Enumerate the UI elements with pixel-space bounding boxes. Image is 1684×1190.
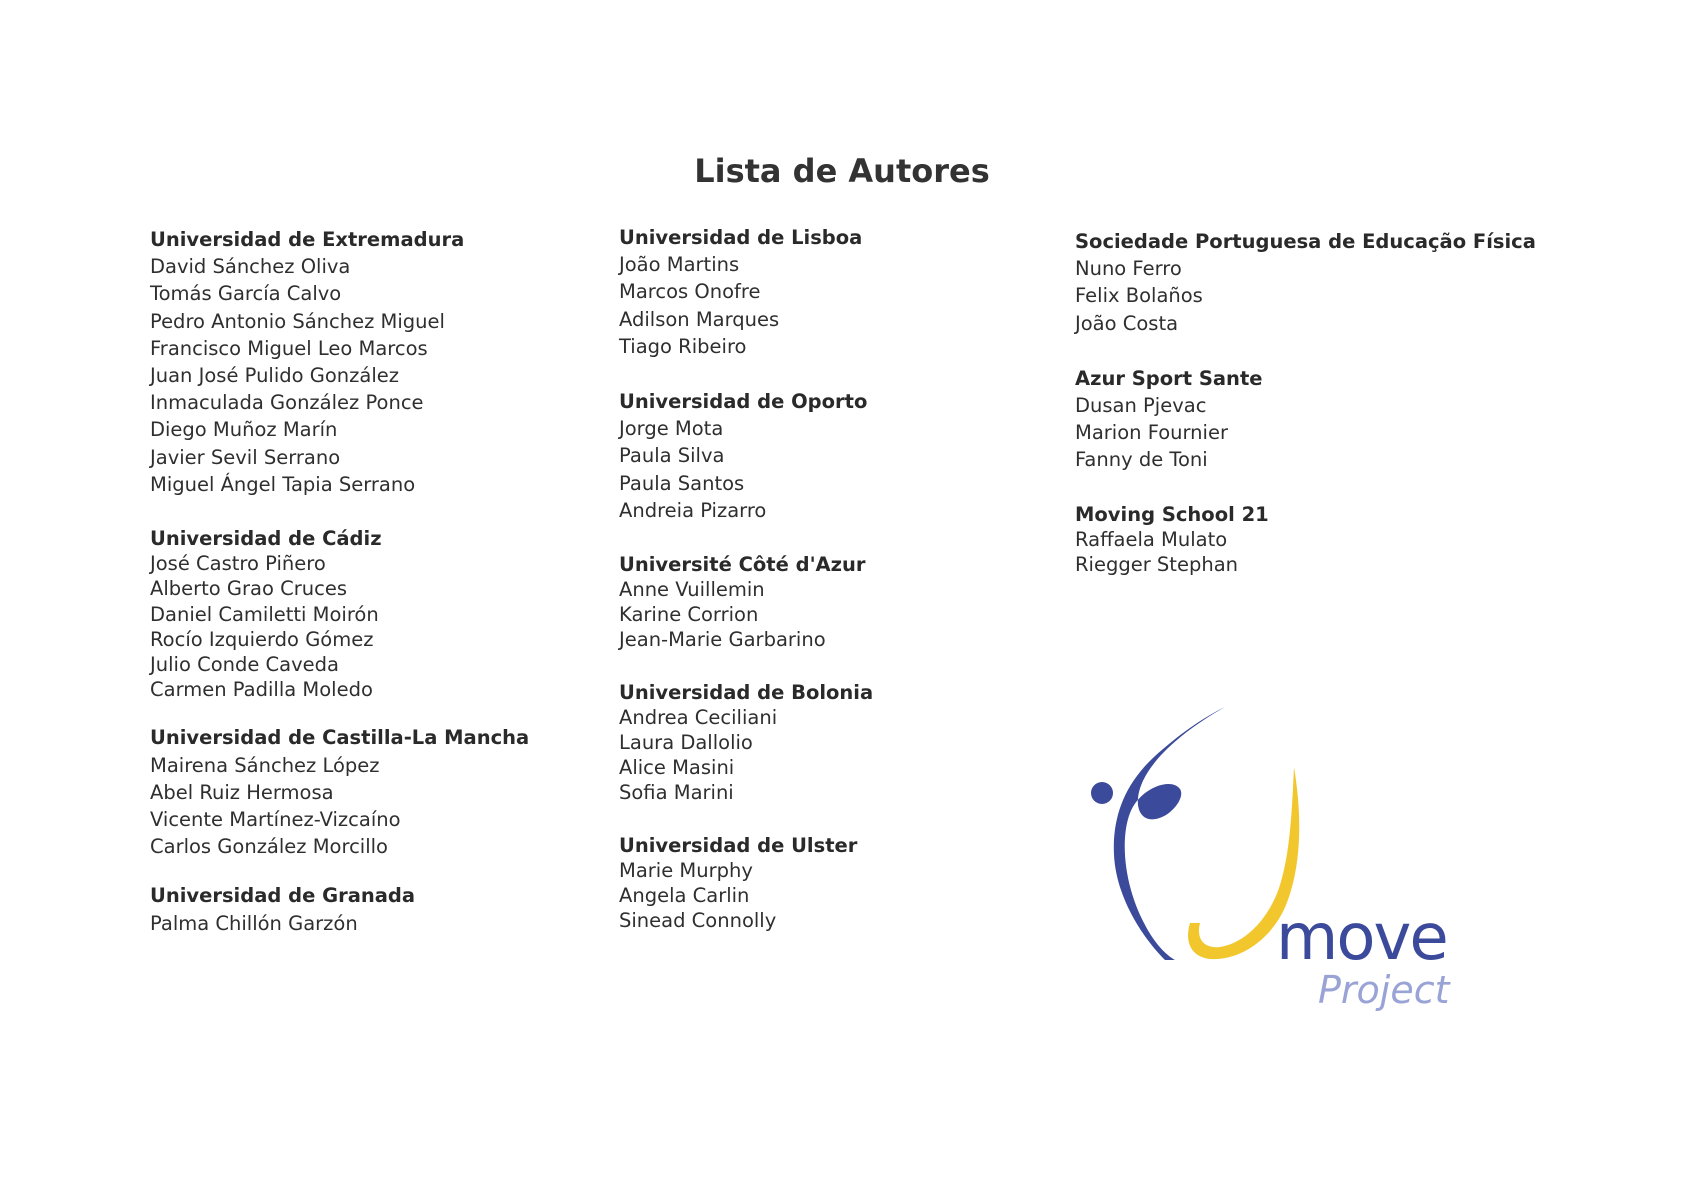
authors-column-3 xyxy=(1075,228,1536,605)
author-name: Tomás García Calvo xyxy=(150,282,342,306)
author-name: Diego Muñoz Marín xyxy=(150,418,338,442)
author-name: João Martins xyxy=(619,253,740,277)
affiliation-title: Universidad de Castilla-La Mancha xyxy=(150,726,530,750)
author-name: Fanny de Toni xyxy=(1075,448,1208,472)
author-name: Julio Conde Caveda xyxy=(150,653,339,677)
affiliation-group xyxy=(1075,365,1536,474)
author-name: Pedro Antonio Sánchez Miguel xyxy=(150,309,445,333)
author-name: Jean-Marie Garbarino xyxy=(619,628,826,652)
author-name: Marion Fournier xyxy=(1075,421,1228,445)
author-name: Carlos González Morcillo xyxy=(150,835,388,859)
authors-column-2 xyxy=(619,224,873,961)
author-name: Laura Dallolio xyxy=(619,731,753,755)
affiliation-group xyxy=(619,552,873,652)
author-name: Angela Carlin xyxy=(619,884,750,908)
author-name: Palma Chillón Garzón xyxy=(150,911,358,935)
author-name: Jorge Mota xyxy=(619,417,724,441)
author-name: Mairena Sánchez López xyxy=(150,753,380,777)
affiliation-title: Université Côté d'Azur xyxy=(619,553,866,577)
author-name: Dusan Pjevac xyxy=(1075,394,1207,418)
affiliation-title: Universidad de Ulster xyxy=(619,834,858,858)
affiliation-group xyxy=(150,724,529,860)
affiliation-group xyxy=(150,226,529,498)
affiliation-title: Universidad de Bolonia xyxy=(619,681,874,705)
affiliation-title: Universidad de Granada xyxy=(150,884,416,908)
affiliation-title: Azur Sport Sante xyxy=(1075,366,1263,390)
author-name: Raffaela Mulato xyxy=(1075,527,1228,551)
author-name: Karine Corrion xyxy=(619,603,759,627)
affiliation-title: Sociedade Portuguesa de Educação Física xyxy=(1075,230,1536,253)
affiliation-group xyxy=(619,224,873,360)
affiliation-title: Moving School 21 xyxy=(1075,502,1269,526)
affiliation-group xyxy=(1075,502,1536,577)
author-name: Javier Sevil Serrano xyxy=(150,445,341,469)
author-name: José Castro Piñero xyxy=(150,552,326,576)
eumove-project-logo xyxy=(1080,695,1480,1035)
logo-wordmark: move xyxy=(1276,901,1447,975)
author-name: Francisco Miguel Leo Marcos xyxy=(150,336,428,360)
authors-column-1 xyxy=(150,226,529,965)
affiliation-group xyxy=(619,833,873,933)
author-name: Riegger Stephan xyxy=(1075,552,1238,576)
author-name: Alice Masini xyxy=(619,756,735,780)
page-title: Lista de Autores xyxy=(694,152,990,190)
author-name: Anne Vuillemin xyxy=(619,578,765,602)
affiliation-group xyxy=(619,680,873,805)
author-name: Marie Murphy xyxy=(619,859,753,883)
author-name: Miguel Ángel Tapia Serrano xyxy=(150,472,416,496)
author-name: Carmen Padilla Moledo xyxy=(150,678,373,702)
affiliation-title: Universidad de Lisboa xyxy=(619,226,863,249)
author-name: Nuno Ferro xyxy=(1075,257,1182,281)
author-name: Vicente Martínez-Vizcaíno xyxy=(150,808,401,832)
logo-subtitle: Project xyxy=(1318,968,1450,1012)
logo-figure-head xyxy=(1091,782,1113,804)
author-name: Adilson Marques xyxy=(619,307,780,331)
author-name: David Sánchez Oliva xyxy=(150,255,351,279)
author-name: Tiago Ribeiro xyxy=(619,334,747,358)
author-name: Andreia Pizarro xyxy=(619,498,767,522)
affiliation-group xyxy=(1075,228,1536,337)
author-name: Alberto Grao Cruces xyxy=(150,577,347,601)
affiliation-group xyxy=(150,526,529,702)
author-name: Sofia Marini xyxy=(619,781,734,805)
affiliation-title: Universidad de Oporto xyxy=(619,390,868,414)
author-name: Juan José Pulido González xyxy=(150,364,400,388)
author-name: Marcos Onofre xyxy=(619,280,761,304)
logo-blue-swoosh xyxy=(1114,707,1225,960)
author-name: Paula Santos xyxy=(619,471,745,495)
author-name: Daniel Camiletti Moirón xyxy=(150,602,379,626)
author-name: Abel Ruiz Hermosa xyxy=(150,780,334,804)
affiliation-group xyxy=(150,882,529,936)
author-name: João Costa xyxy=(1075,311,1179,335)
affiliation-title: Universidad de Extremadura xyxy=(150,228,465,251)
author-name: Paula Silva xyxy=(619,444,725,468)
author-name: Inmaculada González Ponce xyxy=(150,391,424,415)
author-name: Felix Bolaños xyxy=(1075,284,1203,308)
author-name: Andrea Ceciliani xyxy=(619,706,778,730)
affiliation-group xyxy=(619,388,873,524)
author-name: Rocío Izquierdo Gómez xyxy=(150,627,374,651)
affiliation-title: Universidad de Cádiz xyxy=(150,527,382,551)
author-name: Sinead Connolly xyxy=(619,909,777,933)
